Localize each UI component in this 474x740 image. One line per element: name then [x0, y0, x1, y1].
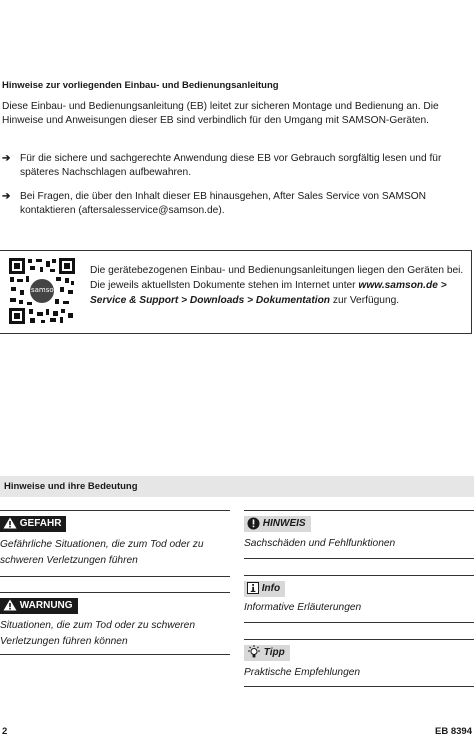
lightbulb-icon [247, 645, 261, 659]
divider [0, 592, 230, 593]
download-info-text [90, 263, 466, 308]
document-code: EB 8394 [435, 726, 472, 737]
notice-label: HINWEIS [262, 518, 306, 529]
intro-paragraph: Diese Einbau- und Bedienungsanleitung (EB) leitet zur sicheren Montage und Bedienung an. Die Hinweise und Anweisungen dieser EB sind verbindlich für den Umgang mit SAMSON-Geräten. [2, 101, 439, 127]
divider [0, 510, 230, 511]
list-item [2, 152, 472, 181]
tip-label: Tipp [263, 647, 285, 658]
info-label: Info [261, 583, 281, 594]
tip-description: Praktische Empfehlungen [244, 667, 361, 678]
page-number: 2 [2, 726, 8, 737]
bullet-text: Bei Fragen, die über den Inhalt dieser EB hinausgehen, After Sales Service von SAMSON kontaktieren (aftersalesservice@samson.de). [20, 191, 427, 217]
bullet-text: Für die sichere und sachgerechte Anwendung diese EB vor Gebrauch sorgfältig lesen und für späteres Nachschlagen aufbewahren. [20, 153, 442, 179]
divider [244, 558, 474, 559]
warning-badge [0, 598, 78, 614]
divider [244, 575, 474, 576]
warning-triangle-icon [3, 517, 17, 529]
info-text-end: zur Verfügung. [330, 295, 400, 306]
divider [244, 639, 474, 640]
download-path-link[interactable]: www.samson.de > Service & Support > Downloads > Dokumentation [90, 280, 447, 306]
info-icon [247, 582, 259, 594]
exclamation-circle-icon [247, 517, 260, 530]
divider [0, 654, 230, 655]
warning-description: Situationen, die zum Tod oder zu schweren Verletzungen führen können [0, 620, 195, 647]
danger-description: Gefährliche Situationen, die zum Tod oder zu schweren Verletzungen führen [0, 539, 204, 566]
section-title: Hinweise zur vorliegenden Einbau- und Bedienungsanleitung [2, 80, 279, 91]
divider [0, 576, 230, 577]
legend-heading: Hinweise und ihre Bedeutung [0, 476, 474, 497]
warning-triangle-icon [3, 599, 17, 611]
divider [244, 510, 474, 511]
divider [244, 686, 474, 687]
arrow-icon: ➔ [2, 153, 11, 164]
download-info-box [0, 250, 472, 334]
info-description: Informative Erläuterungen [244, 602, 362, 613]
danger-label: GEFAHR [19, 518, 62, 529]
info-text-intro: Die gerätebezogenen Einbau- und Bedienungsanleitungen liegen den Geräten bei. Die jeweils aktuellsten Dokumente stehen im Internet unter [90, 265, 464, 291]
tip-badge [244, 645, 290, 661]
qr-code-icon[interactable] [8, 257, 76, 325]
notice-badge [244, 516, 311, 532]
warning-label: WARNUNG [19, 600, 73, 611]
divider [244, 622, 474, 623]
danger-badge [0, 516, 66, 532]
notice-description: Sachschäden und Fehlfunktionen [244, 538, 396, 549]
info-badge [244, 581, 285, 597]
qr-logo-label: samson [31, 286, 59, 294]
arrow-icon: ➔ [2, 191, 11, 202]
list-item [2, 190, 472, 219]
